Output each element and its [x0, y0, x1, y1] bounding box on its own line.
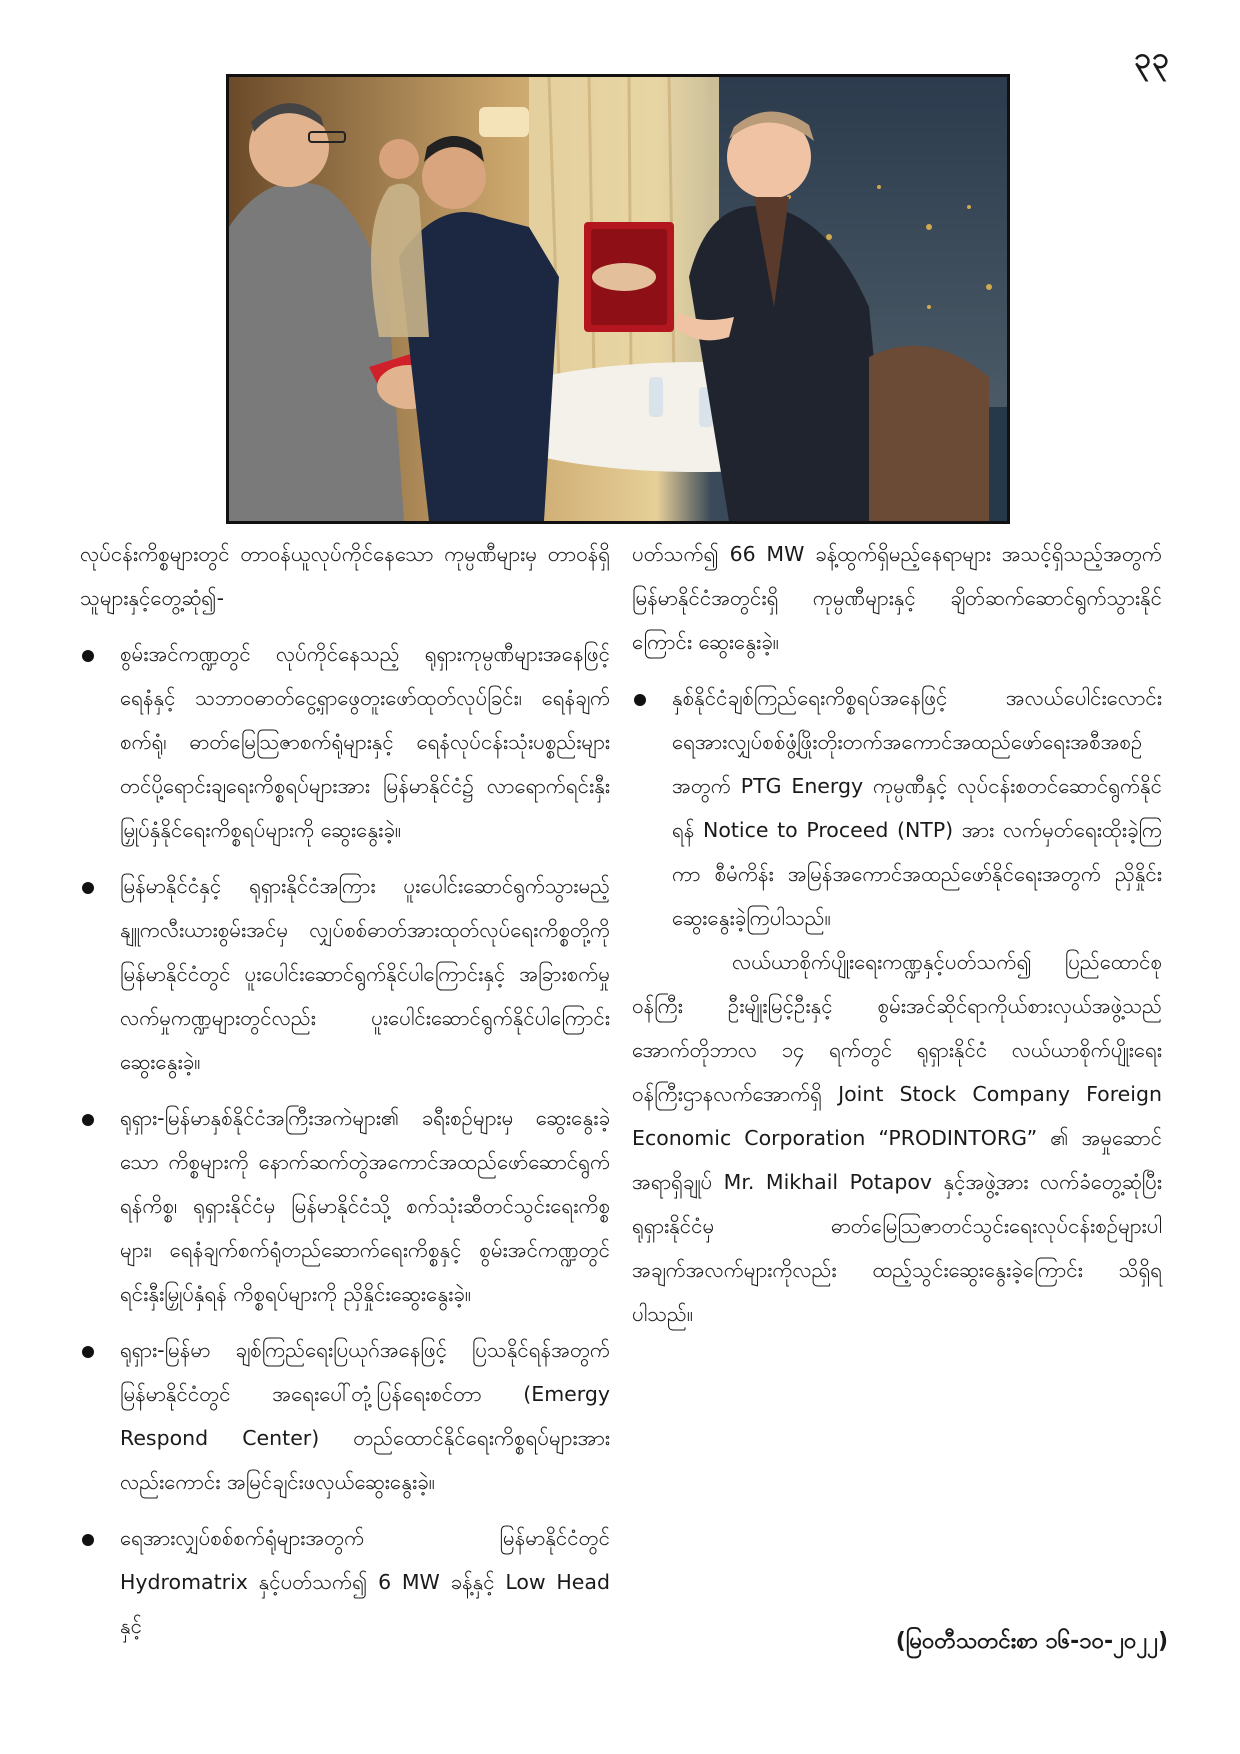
bullet-text: ရုရှား-မြန်မာ ချစ်ကြည်ရေးပြယုဂ်အနေဖြင့် ပြသနိုင်ရန်အတွက် မြန်မာနိုင်ငံတွင် အရေးပေါ်တုံ့ပြန်ရေးစင်တာ (Emergy Respond Center) တည်ထောင်နိုင်ရေးကိစ္စရပ်များအားလည်းကောင်း အမြင်ချင်းဖလှယ်ဆွေးနွေးခဲ့။ — [120, 1338, 610, 1494]
page-number: ၃၃ — [1134, 41, 1170, 76]
meeting-photo — [226, 74, 1010, 524]
list-item — [80, 864, 610, 1084]
intro-paragraph: လုပ်ငန်းကိစ္စများတွင် တာဝန်ယူလုပ်ကိုင်နေသော ကုမ္ပဏီများမှ တာဝန်ရှိသူများနှင့်တွေ့ဆုံ၍- — [80, 542, 610, 610]
continuation-paragraph: ပတ်သက်၍ 66 MW ခန့်ထွက်ရှိမည့်နေရာများ အသင့်ရှိသည့်အတွက် မြန်မာနိုင်ငံအတွင်းရှိ ကုမ္ပဏီများနှင့် ချိတ်ဆက်ဆောင်ရွက်သွားနိုင်ကြောင်း ဆွေးနွေးခဲ့။ — [632, 542, 1162, 654]
right-bullet-list — [632, 676, 1162, 940]
bullet-text: စွမ်းအင်ကဏ္ဍတွင် လုပ်ကိုင်နေသည့် ရုရှားကုမ္ပဏီများအနေဖြင့် ရေနံနှင့် သဘာဝဓာတ်ငွေ့ရှာဖွေတူးဖော်ထုတ်လုပ်ခြင်း၊ ရေနံချက်စက်ရုံ၊ ဓာတ်မြေသြဇာစက်ရုံများနှင့် ရေနံလုပ်ငန်းသုံးပစ္စည်းများ တင်ပို့ရောင်းချရေးကိစ္စရပ်များအား မြန်မာနိုင်ငံ၌ လာရောက်ရင်းနှီးမြှုပ်နှံနိုင်ရေးကိစ္စရပ်များကို ဆွေးနွေးခဲ့။ — [120, 642, 610, 842]
list-item — [632, 676, 1162, 940]
bullet-icon — [82, 1534, 94, 1546]
bullet-text: မြန်မာနိုင်ငံနှင့် ရုရှားနိုင်ငံအကြား ပူးပေါင်းဆောင်ရွက်သွားမည့် နျူကလီးယားစွမ်းအင်မှ လျှပ်စစ်ဓာတ်အားထုတ်လုပ်ရေးကိစ္စတို့ကို မြန်မာနိုင်ငံတွင် ပူးပေါင်းဆောင်ရွက်နိုင်ပါကြောင်းနှင့် အခြားစက်မှုလက်မှုကဏ္ဍများတွင်လည်း ပူးပေါင်းဆောင်ရွက်နိုင်ပါကြောင်း ဆွေးနွေးခဲ့။ — [120, 874, 610, 1074]
list-item — [80, 632, 610, 852]
meeting-photo-illustration — [229, 77, 1007, 521]
bullet-icon — [634, 694, 646, 706]
bullet-icon — [82, 882, 94, 894]
list-item — [80, 1328, 610, 1504]
bullet-icon — [82, 1114, 94, 1126]
closing-paragraph: လယ်ယာစိုက်ပျိုးရေးကဏ္ဍနှင့်ပတ်သက်၍ ပြည်ထောင်စုဝန်ကြီး ဦးမျိုးမြင့်ဦးနှင့် စွမ်းအင်ဆိုင်ရာကိုယ်စားလှယ်အဖွဲ့သည် အောက်တိုဘာလ ၁၄ ရက်တွင် ရုရှားနိုင်ငံ လယ်ယာစိုက်ပျိုးရေးဝန်ကြီးဌာနလက်အောက်ရှိ Joint Stock Company Foreign Economic Corporation “PRODINTORG” ၏ အမှုဆောင်အရာရှိချုပ် Mr. Mikhail Potapov နှင့်အဖွဲ့အား လက်ခံတွေ့ဆုံပြီး ရုရှားနိုင်ငံမှ ဓာတ်မြေသြဇာတင်သွင်းရေးလုပ်ငန်းစဉ်များပါ အချက်အလက်များကိုလည်း ထည့်သွင်းဆွေးနွေးခဲ့ကြောင်း သိရှိရပါသည်။ — [632, 950, 1162, 1326]
bullet-text: ရုရှား-မြန်မာနှစ်နိုင်ငံအကြီးအကဲများ၏ ခရီးစဉ်များမှ ဆွေးနွေးခဲ့သော ကိစ္စများကို နောက်ဆက်တွဲအကောင်အထည်ဖော်ဆောင်ရွက်ရန်ကိစ္စ၊ ရုရှားနိုင်ငံမှ မြန်မာနိုင်ငံသို့ စက်သုံးဆီတင်သွင်းရေးကိစ္စများ၊ ရေနံချက်စက်ရုံတည်ဆောက်ရေးကိစ္စနှင့် စွမ်းအင်ကဏ္ဍတွင် ရင်းနှီးမြှုပ်နှံရန် ကိစ္စရပ်များကို ညှိနှိုင်းဆွေးနွေးခဲ့။ — [120, 1106, 610, 1306]
source-note: (မြဝတီသတင်းစာ ၁၆-၁၀-၂၀၂၂) — [895, 1629, 1168, 1654]
left-bullet-list — [80, 632, 610, 1648]
right-column — [632, 532, 1162, 1336]
bullet-icon — [82, 650, 94, 662]
bullet-text: နှစ်နိုင်ငံချစ်ကြည်ရေးကိစ္စရပ်အနေဖြင့် အလယ်ပေါင်းလောင်း ရေအားလျှပ်စစ်ဖွံ့ဖြိုးတိုးတက်အကောင်အထည်ဖော်ရေးအစီအစဉ်အတွက် PTG Energy ကုမ္ပဏီနှင့် လုပ်ငန်းစတင်ဆောင်ရွက်နိုင်ရန် Notice to Proceed (NTP) အား လက်မှတ်ရေးထိုးခဲ့ကြကာ စီမံကိန်း အမြန်အကောင်အထည်ဖော်နိုင်ရေးအတွက် ညှိနှိုင်းဆွေးနွေးခဲ့ကြပါသည်။ — [672, 686, 1162, 930]
left-column — [80, 532, 610, 1648]
bullet-text: ရေအားလျှပ်စစ်စက်ရုံများအတွက် မြန်မာနိုင်ငံတွင် Hydromatrix နှင့်ပတ်သက်၍ 6 MW ခန့်နှင့် Low Head နှင့် — [120, 1526, 610, 1638]
bullet-icon — [82, 1346, 94, 1358]
list-item — [80, 1096, 610, 1316]
list-item — [80, 1516, 610, 1648]
